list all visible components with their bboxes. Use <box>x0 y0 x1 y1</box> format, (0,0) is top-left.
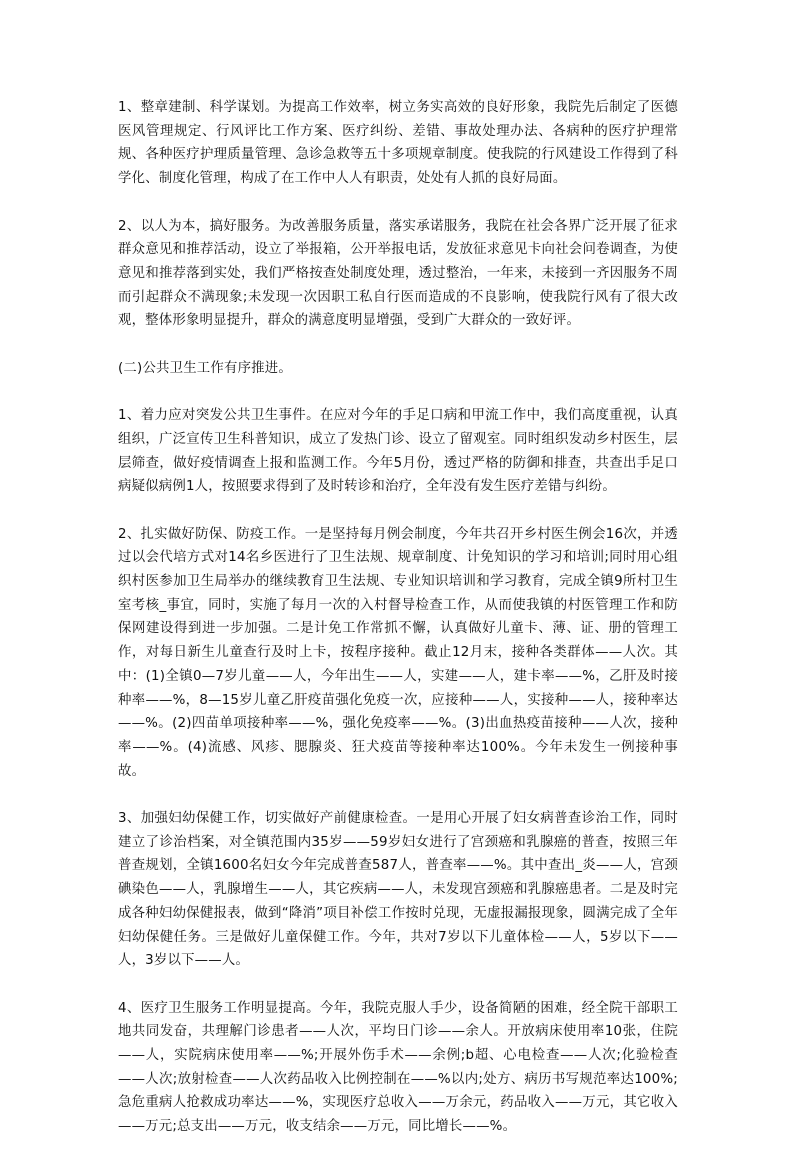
paragraph-discipline-system: 1、整章建制、科学谋划。为提高工作效率，树立务实高效的良好形象，我院先后制定了医德医风管理规定、行风评比工作方案、医疗纠纷、差错、事故处理办法、各病种的医疗护理常规、各种医疗护理质量管理、急诊急救等五十多项规章制度。使我院的行风建设工作得到了科学化、制度化管理，构成了在工作中人人有职责，处处有人抓的良好局面。 <box>118 100 678 187</box>
paragraph-medical-service: 4、医疗卫生服务工作明显提高。今年，我院克服人手少，设备简陋的困难，经全院干部职工地共同发奋，共理解门诊患者——人次，平均日门诊——余人。开放病床使用率10张，住院——人，实院病床使用率——%;开展外伤手术——余例;b超、心电检查——人次;化验检查——人次;放射检查——人次药品收入比例控制在——%以内;处方、病历书写规范率达100%;急危重病人抢救成功率达——%，实现医疗总收入——万余元，药品收入——万元，其它收入——万元;总支出——万元，收支结余——万元，同比增长——%。 <box>118 1000 678 1135</box>
paragraph-people-oriented-service: 2、以人为本，搞好服务。为改善服务质量，落实承诺服务，我院在社会各界广泛开展了征求群众意见和推荐活动，设立了举报箱，公开举报电话，发放征求意见卡向社会问卷调查，为使意见和推荐落到实处，我们严格按查处制度处理，透过整治，一年来，未接到一齐因服务不周而引起群众不满现象;未发现一次因职工私自行医而造成的不良影响，使我院行风有了很大改观，整体形象明显提升，群众的满意度明显增强，受到广大群众的一致好评。 <box>118 218 678 329</box>
paragraph-epidemic-prevention: 2、扎实做好防保、防疫工作。一是坚持每月例会制度，今年共召开乡村医生例会16次，并透过以会代培方式对14名乡医进行了卫生法规、规章制度、计免知识的学习和培训;同时用心组织村医参加卫生局举办的继续教育卫生法规、专业知识培训和学习教育，完成全镇9所村卫生室考核_事宜，同时，实施了每月一次的入村督导检查工作，从而使我镇的村医管理工作和防保网建设得到进一步加强。二是计免工作常抓不懈，认真做好儿童卡、薄、证、册的管理工作，对每日新生儿童查行及时上卡，按程序接种。截止12月末，接种各类群体——人次。其中：(1)全镇0—7岁儿童——人，今年出生——人，实建——人，建卡率——%，乙肝及时接种率——%，8—15岁儿童乙肝疫苗强化免疫一次，应接种——人，实接种——人，接种率达——%。(2)四苗单项接种率——%，强化免疫率——%。(3)出血热疫苗接种——人次，接种率——%。(4)流感、风疹、腮腺炎、狂犬疫苗等接种率达100%。今年未发生一例接种事故。 <box>118 526 678 779</box>
section-heading-public-health: (二)公共卫生工作有序推进。 <box>118 360 292 376</box>
paragraph-public-health-emergency: 1、着力应对突发公共卫生事件。在应对今年的手足口病和甲流工作中，我们高度重视，认真组织，广泛宣传卫生科普知识，成立了发热门诊、设立了留观室。同时组织发动乡村医生，层层筛查，做好疫情调查上报和监测工作。今年5月份，透过严格的防御和排查，共查出手足口病疑似病例1人，按照要求得到了及时转诊和治疗，全年没有发生医疗差错与纠纷。 <box>118 408 678 495</box>
paragraph-maternal-child-health: 3、加强妇幼保健工作，切实做好产前健康检查。一是用心开展了妇女病普查诊治工作，同时建立了诊治档案，对全镇范围内35岁——59岁妇女进行了宫颈癌和乳腺癌的普查，按照三年普查规划，全镇1600名妇女今年完成普查587人，普查率——%。其中查出_炎——人，宫颈碘染色——人，乳腺增生——人，其它疾病——人，未发现宫颈癌和乳腺癌患者。二是及时完成各种妇幼保健报表，做到“降消”项目补偿工作按时兑现，无虚报漏报现象，圆满完成了全年妇幼保健任务。三是做好儿童保健工作。今年，共对7岁以下儿童体检——人，5岁以下——人，3岁以下——人。 <box>118 811 678 969</box>
document-body <box>118 96 678 1163</box>
